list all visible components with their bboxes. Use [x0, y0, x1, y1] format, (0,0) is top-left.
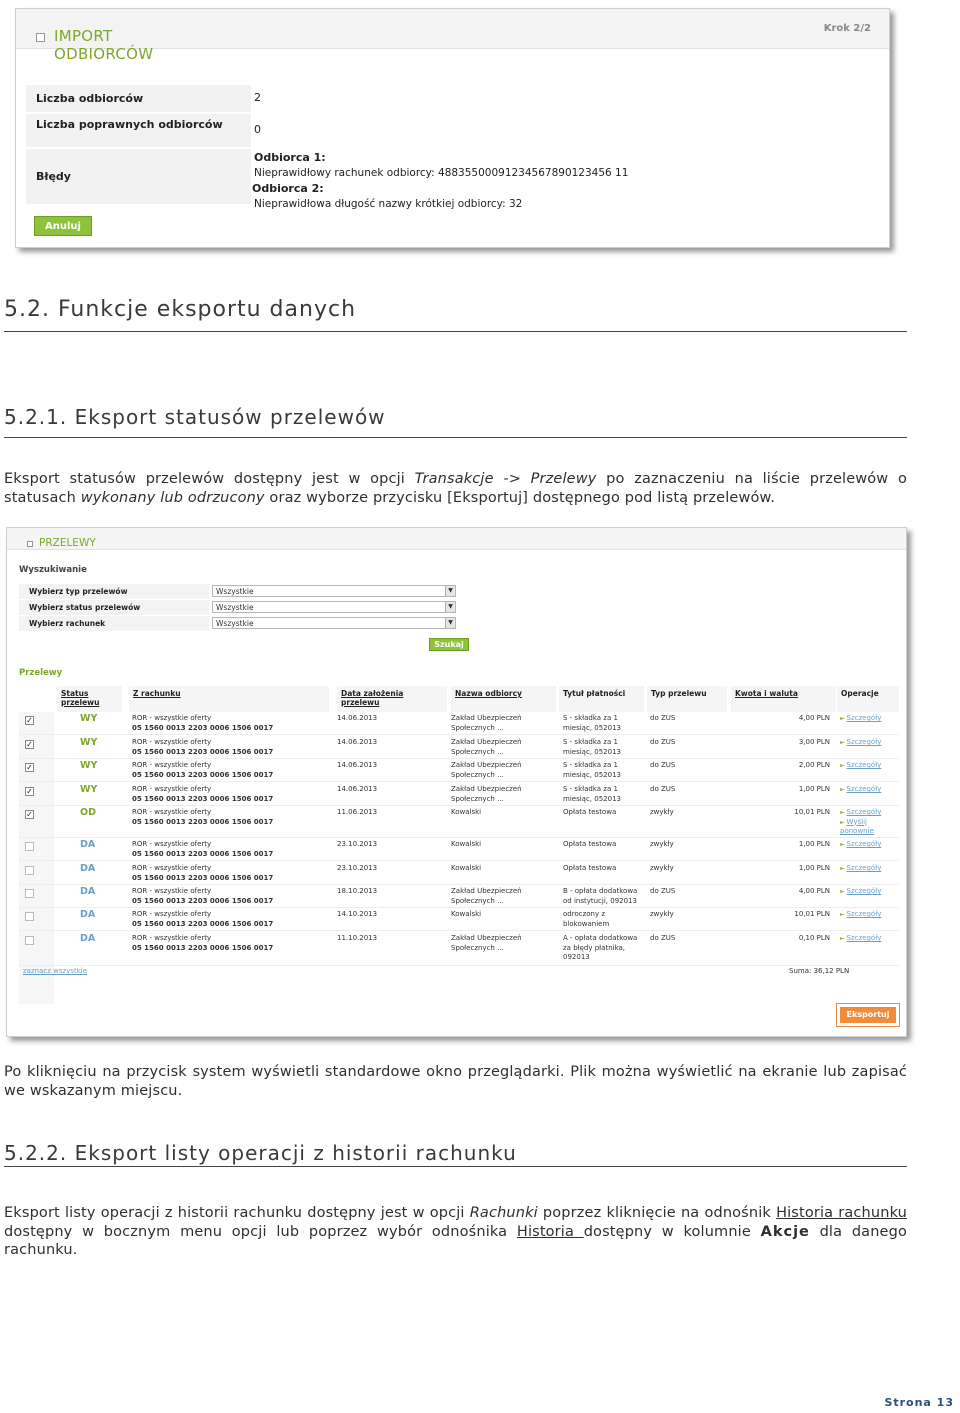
- heading-5-2: 5.2. Funkcje eksportu danych: [4, 297, 357, 322]
- table-row: [19, 783, 899, 806]
- details-link[interactable]: Szczegóły: [846, 887, 882, 895]
- value-recipient-count: 2: [254, 91, 261, 104]
- account-cell: ROR - wszystkie oferty 05 1560 0013 2203 0006 1506 0017: [132, 910, 274, 928]
- heading-5-2-2: 5.2.2. Eksport listy operacji z historii rachunku: [4, 1141, 517, 1165]
- account-cell: ROR - wszystkie oferty 05 1560 0013 2203 0006 1506 0017: [132, 761, 274, 779]
- col-operations: Operacje: [837, 686, 899, 712]
- filter-account-select[interactable]: Wszystkie ▼: [212, 617, 456, 629]
- date-cell: 11.06.2013: [337, 808, 378, 816]
- account-cell: ROR - wszystkie oferty 05 1560 0013 2203 0006 1506 0017: [132, 714, 274, 732]
- details-link[interactable]: Szczegóły: [846, 738, 882, 746]
- paragraph-export-status: Eksport statusów przelewów dostępny jest w opcji Transakcje -> Przelewy po zaznaczeniu na liście przelewów o statusach wykonany lub odrzucony oraz wyborze przycisku [Eksportuj] dostępnego pod listą przelewów.: [4, 471, 907, 506]
- error-1-text: Nieprawidłowy rachunek odbiorcy: 48835500091234567890123456 11: [254, 167, 629, 179]
- recipient-cell: Zakład Ubezpieczeń Społecznych ...: [451, 887, 522, 905]
- bullet-icon: ►: [840, 809, 847, 816]
- account-cell: ROR - wszystkie oferty 05 1560 0013 2203 0006 1506 0017: [132, 738, 274, 756]
- col-title: Tytuł płatności: [559, 686, 644, 712]
- label-valid-count: Liczba poprawnych odbiorców: [26, 114, 251, 148]
- type-cell: do ZUS: [650, 934, 676, 942]
- title-cell: S - składka za 1 miesiąc, 052013: [563, 714, 621, 732]
- type-cell: do ZUS: [650, 714, 676, 722]
- operations-cell: [837, 862, 897, 876]
- bullet-icon: ►: [840, 762, 847, 769]
- amount-cell: 2,00 PLN: [798, 761, 830, 769]
- title-cell: odroczony z blokowaniem: [563, 910, 610, 928]
- table-row: [19, 806, 899, 838]
- col-account[interactable]: Z rachunku: [129, 686, 329, 712]
- col-status[interactable]: Status przelewu: [57, 686, 122, 712]
- heading-5-2-1: 5.2.1. Eksport statusów przelewów: [4, 405, 386, 429]
- collapse-icon[interactable]: [27, 541, 33, 547]
- table-row: [19, 736, 899, 759]
- details-link[interactable]: Szczegóły: [846, 840, 882, 848]
- operations-cell: [837, 908, 897, 922]
- chevron-down-icon: ▼: [445, 586, 455, 596]
- search-button[interactable]: Szukaj: [429, 638, 469, 651]
- account-cell: ROR - wszystkie oferty 05 1560 0013 2203 0006 1506 0017: [132, 785, 274, 803]
- link-historia-rachunku[interactable]: Historia rachunku: [776, 1205, 908, 1221]
- paragraph-browser-window: Po kliknięciu na przycisk system wyświetli standardowe okno przeglądarki. Plik można wyświetlić na ekranie lub zapisać we wskazanym miejscu.: [4, 1064, 907, 1099]
- bullet-icon: ►: [840, 911, 847, 918]
- label-errors: Błędy: [26, 149, 251, 205]
- title-cell: B - opłata dodatkowa od instytucji, 092013: [563, 887, 638, 905]
- amount-cell: 10,01 PLN: [794, 910, 830, 918]
- bullet-icon: ►: [840, 715, 847, 722]
- row-checkbox[interactable]: [25, 936, 34, 945]
- bullet-icon: ►: [840, 818, 847, 826]
- amount-cell: 1,00 PLN: [798, 840, 830, 848]
- link-historia[interactable]: Historia: [516, 1223, 584, 1240]
- operations-cell: [837, 783, 897, 797]
- date-cell: 14.06.2013: [337, 738, 378, 746]
- title-cell: S - składka za 1 miesiąc, 052013: [563, 785, 621, 803]
- details-link[interactable]: Szczegóły: [846, 808, 882, 816]
- bullet-icon: ►: [840, 841, 847, 848]
- status-badge: WY: [80, 760, 98, 771]
- type-cell: zwykły: [650, 840, 674, 848]
- page-number: Strona 13: [884, 1396, 954, 1409]
- export-highlight: [836, 1003, 900, 1027]
- amount-cell: 3,00 PLN: [798, 738, 830, 746]
- import-summary: [26, 79, 656, 209]
- recipient-cell: Kowalski: [451, 808, 482, 816]
- label-recipient-count: Liczba odbiorców: [26, 85, 251, 113]
- status-badge: DA: [80, 839, 96, 850]
- menu-rachunki: Rachunki: [469, 1205, 538, 1221]
- table-row: [19, 885, 899, 908]
- status-names: wykonany lub odrzucony: [80, 489, 265, 506]
- bullet-icon: ►: [840, 935, 847, 942]
- recipient-cell: Zakład Ubezpieczeń Społecznych ...: [451, 714, 522, 732]
- row-checkbox[interactable]: [25, 866, 34, 875]
- title-cell: Opłata testowa: [563, 808, 617, 816]
- table-row: [19, 838, 899, 861]
- bullet-icon: ►: [840, 865, 847, 872]
- date-cell: 11.10.2013: [337, 934, 378, 942]
- operations-cell: [837, 759, 897, 773]
- col-recipient[interactable]: Nazwa odbiorcy: [451, 686, 556, 712]
- amount-cell: 10,01 PLN: [794, 808, 830, 816]
- search-section-label: Wyszukiwanie: [19, 565, 87, 575]
- recipient-cell: Kowalski: [451, 864, 482, 872]
- operations-cell: [837, 712, 897, 726]
- status-badge: WY: [80, 784, 98, 795]
- filter-type-select[interactable]: Wszystkie ▼: [212, 585, 456, 597]
- select-all-link[interactable]: zaznacz wszystkie: [23, 967, 87, 975]
- date-cell: 14.06.2013: [337, 761, 378, 769]
- list-section-label: Przelewy: [19, 668, 63, 678]
- bullet-icon: ►: [840, 739, 847, 746]
- paragraph-export-history: Eksport listy operacji z historii rachunku dostępny jest w opcji Rachunki poprzez kliknięcie na odnośnik Historia rachunku dostępny w bocznym menu opcji lub poprzez wybór odnośnika Historia dostępny w kolumnie Akcje dla danego rachunku.: [4, 1205, 908, 1258]
- type-cell: zwykły: [650, 910, 674, 918]
- operations-cell: [837, 932, 897, 946]
- account-cell: ROR - wszystkie oferty 05 1560 0013 2203 0006 1506 0017: [132, 840, 274, 858]
- recipient-cell: Zakład Ubezpieczeń Społecznych ...: [451, 785, 522, 803]
- recipient-cell: Zakład Ubezpieczeń Społecznych ...: [451, 738, 522, 756]
- recipient-cell: Kowalski: [451, 840, 482, 848]
- operations-cell: [837, 885, 897, 899]
- account-cell: ROR - wszystkie oferty 05 1560 0013 2203 0006 1506 0017: [132, 934, 274, 952]
- date-cell: 14.10.2013: [337, 910, 378, 918]
- date-cell: 23.10.2013: [337, 864, 378, 872]
- menu-path: Transakcje -> Przelewy: [414, 471, 597, 487]
- recipient-cell: Kowalski: [451, 910, 482, 918]
- status-badge: WY: [80, 713, 98, 724]
- row-checkbox[interactable]: ✓: [26, 740, 33, 749]
- details-link[interactable]: Szczegóły: [846, 910, 882, 918]
- details-link[interactable]: Szczegóły: [846, 714, 882, 722]
- collapse-icon[interactable]: [36, 33, 45, 42]
- row-checkbox[interactable]: [25, 889, 34, 898]
- date-cell: 14.06.2013: [337, 785, 378, 793]
- title-cell: S - składka za 1 miesiąc, 052013: [563, 738, 621, 756]
- type-cell: do ZUS: [650, 887, 676, 895]
- date-cell: 14.06.2013: [337, 714, 378, 722]
- error-2-text: Nieprawidłowa długość nazwy krótkiej odbiorcy: 32: [254, 198, 523, 210]
- details-link[interactable]: Szczegóły: [846, 761, 882, 769]
- chevron-down-icon: ▼: [445, 602, 455, 612]
- resend-link[interactable]: Wyślij ponownie: [840, 817, 874, 835]
- row-checkbox[interactable]: [25, 842, 34, 851]
- filter-account: Wybierz rachunek Wszystkie ▼: [19, 616, 474, 631]
- chevron-down-icon: ▼: [445, 618, 455, 628]
- value-valid-count: 0: [254, 123, 261, 136]
- amount-cell: 0,10 PLN: [798, 934, 830, 942]
- account-cell: ROR - wszystkie oferty 05 1560 0013 2203 0006 1506 0017: [132, 808, 274, 826]
- status-badge: DA: [80, 909, 96, 920]
- col-date[interactable]: Data założenia przelewu: [337, 686, 447, 712]
- amount-cell: 4,00 PLN: [798, 887, 830, 895]
- export-button[interactable]: Eksportuj: [840, 1007, 896, 1023]
- type-cell: zwykły: [650, 864, 674, 872]
- bullet-icon: ►: [840, 786, 847, 793]
- error-2-head: Odbiorca 2:: [252, 182, 324, 195]
- status-badge: OD: [80, 807, 96, 818]
- status-badge: DA: [80, 886, 96, 897]
- recipient-cell: Zakład Ubezpieczeń Społecznych ...: [451, 934, 522, 952]
- przelewy-title: PRZELEWY: [39, 537, 96, 549]
- status-badge: WY: [80, 737, 98, 748]
- table-row: [19, 932, 899, 966]
- filter-status: Wybierz status przelewów Wszystkie ▼: [19, 600, 474, 615]
- table-row: [19, 862, 899, 885]
- error-1-head: Odbiorca 1:: [254, 151, 326, 164]
- title-cell: Opłata testowa: [563, 840, 617, 848]
- step-indicator: Krok 2/2: [823, 23, 871, 34]
- przelewy-screenshot: [6, 527, 907, 1037]
- amount-cell: 1,00 PLN: [798, 864, 830, 872]
- title-cell: S - składka za 1 miesiąc, 052013: [563, 761, 621, 779]
- table-row: [19, 759, 899, 782]
- title-cell: Opłata testowa: [563, 864, 617, 872]
- status-badge: DA: [80, 863, 96, 874]
- details-link[interactable]: Szczegóły: [846, 934, 882, 942]
- title-cell: A - opłata dodatkowa za błędy płatnika, 092013: [563, 934, 638, 961]
- import-screenshot: [15, 8, 890, 248]
- recipient-cell: Zakład Ubezpieczeń Społecznych ...: [451, 761, 522, 779]
- type-cell: do ZUS: [650, 785, 676, 793]
- amount-cell: 1,00 PLN: [798, 785, 830, 793]
- date-cell: 23.10.2013: [337, 840, 378, 848]
- account-cell: ROR - wszystkie oferty 05 1560 0013 2203 0006 1506 0017: [132, 864, 274, 882]
- table-row: [19, 712, 899, 735]
- table-row: [19, 908, 899, 931]
- import-header: [16, 9, 889, 63]
- row-checkbox[interactable]: ✓: [26, 810, 33, 819]
- filter-type: Wybierz typ przelewów Wszystkie ▼: [19, 584, 474, 599]
- type-cell: zwykły: [650, 808, 674, 816]
- import-title: IMPORT ODBIORCÓW: [54, 27, 154, 63]
- bullet-icon: ►: [840, 888, 847, 895]
- heading-rule: [4, 331, 907, 332]
- details-link[interactable]: Szczegóły: [846, 864, 882, 872]
- account-cell: ROR - wszystkie oferty 05 1560 0013 2203 0006 1506 0017: [132, 887, 274, 905]
- heading-rule: [4, 1166, 907, 1167]
- date-cell: 18.10.2013: [337, 887, 378, 895]
- przelewy-header: [7, 528, 906, 550]
- cancel-button[interactable]: Anuluj: [34, 216, 92, 236]
- row-checkbox[interactable]: [25, 912, 34, 921]
- operations-cell: [837, 806, 897, 839]
- type-cell: do ZUS: [650, 738, 676, 746]
- details-link[interactable]: Szczegóły: [846, 785, 882, 793]
- amount-cell: 4,00 PLN: [798, 714, 830, 722]
- row-checkbox[interactable]: ✓: [26, 787, 33, 796]
- status-badge: DA: [80, 933, 96, 944]
- col-amount[interactable]: Kwota i waluta: [731, 686, 836, 712]
- column-akcje: Akcje: [760, 1223, 810, 1240]
- operations-cell: [837, 736, 897, 750]
- type-cell: do ZUS: [650, 761, 676, 769]
- col-type: Typ przelewu: [647, 686, 727, 712]
- sum-total: Suma: 36,12 PLN: [789, 967, 850, 975]
- heading-rule: [4, 437, 907, 438]
- row-checkbox[interactable]: ✓: [26, 716, 33, 725]
- operations-cell: [837, 838, 897, 852]
- filter-status-select[interactable]: Wszystkie ▼: [212, 601, 456, 613]
- row-checkbox[interactable]: ✓: [26, 763, 33, 772]
